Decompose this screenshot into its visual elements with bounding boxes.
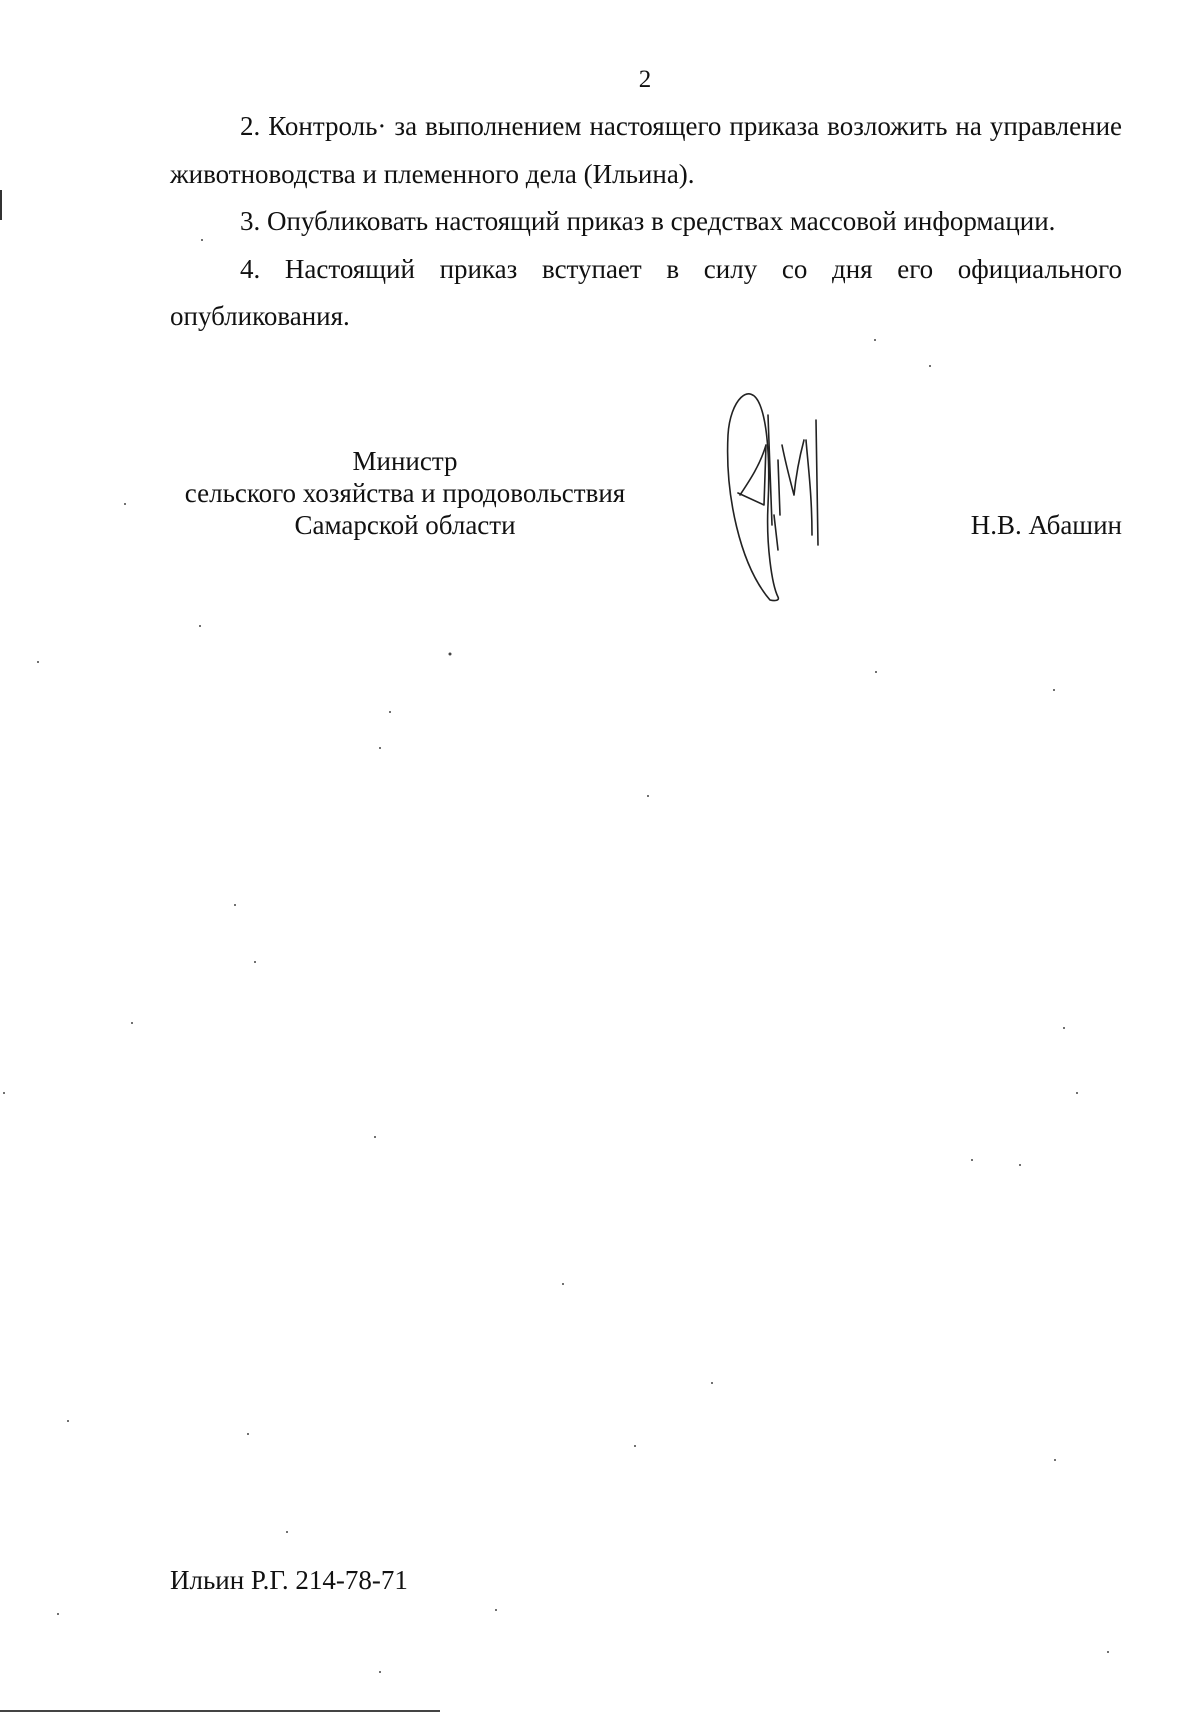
paragraph-3: 3. Опубликовать настоящий приказ в средствах массовой информации. [240, 206, 1056, 236]
minister-title-line2: сельского хозяйства и продовольствия [184, 478, 626, 508]
page-number: 2 [638, 66, 652, 93]
paragraph-4: 4. Настоящий приказ вступает в силу со дня его официального опубликования. [170, 253, 1122, 331]
minister-title-block [170, 445, 640, 541]
minister-title-line3: Самарской области [294, 510, 516, 540]
minister-title-line1: Министр [352, 446, 458, 476]
signer-name: Н.В. Абашин [970, 510, 1122, 540]
order-body [170, 103, 1122, 341]
scan-edge-mark [0, 190, 2, 220]
paragraph-2: 2. Контроль· за выполнением настоящего приказа возложить на управление животноводства и племенного дела (Ильина). [170, 111, 1122, 189]
executor-contact: Ильин Р.Г. 214-78-71 [170, 1565, 408, 1595]
handwritten-signature [720, 385, 840, 605]
bottom-edge-rule [0, 1710, 440, 1712]
